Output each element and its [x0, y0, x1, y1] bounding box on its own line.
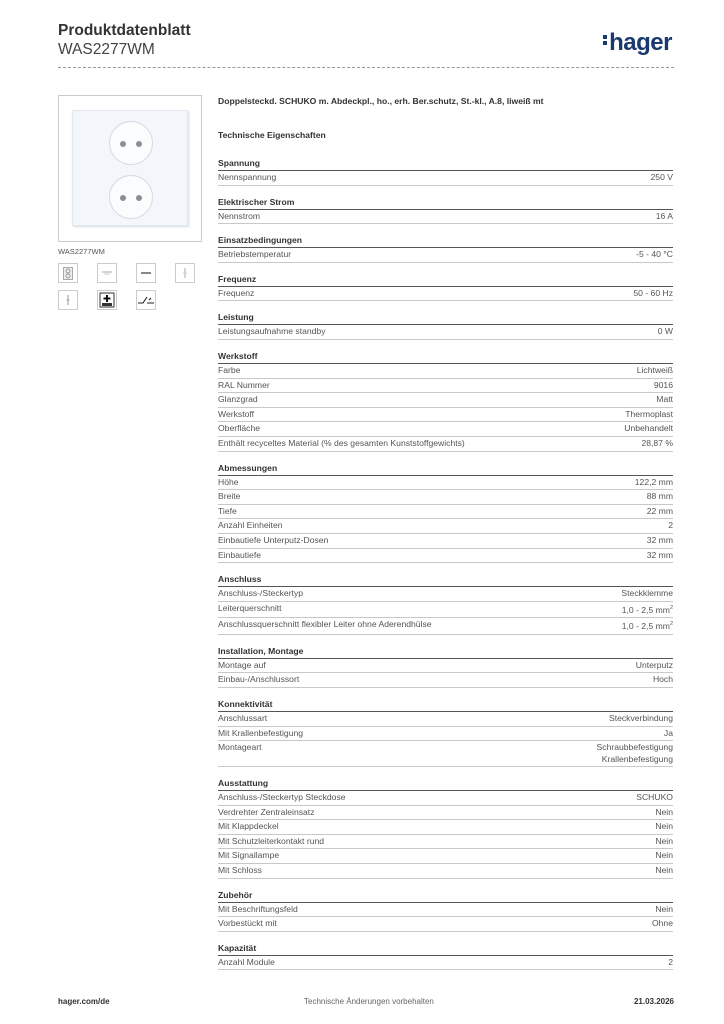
property-label: Leiterquerschnitt — [218, 602, 282, 613]
property-section — [218, 890, 673, 932]
property-value — [636, 659, 673, 673]
hager-logo — [603, 29, 672, 57]
property-label: Leistungsaufnahme standby — [218, 326, 326, 337]
property-section — [218, 646, 673, 688]
property-value — [668, 956, 673, 970]
property-section — [218, 274, 673, 302]
plus-symbol-icon[interactable] — [97, 290, 117, 310]
property-row — [218, 712, 673, 727]
property-row — [218, 287, 673, 302]
property-value-text: Nein — [655, 850, 673, 861]
property-value — [647, 549, 673, 563]
property-value-text: SCHUKO — [636, 792, 673, 803]
property-label: Farbe — [218, 364, 241, 375]
property-value — [635, 476, 673, 490]
property-row — [218, 618, 673, 635]
property-value-text: Matt — [656, 394, 673, 405]
section-title: Leistung — [218, 312, 673, 325]
property-section — [218, 463, 673, 564]
property-value — [655, 849, 673, 863]
property-row — [218, 741, 673, 767]
property-label: Mit Schutzleiterkontakt rund — [218, 835, 325, 846]
property-value — [655, 864, 673, 878]
footer-website[interactable]: hager.com/de — [58, 997, 110, 1006]
properties-heading: Technische Eigenschaften — [218, 130, 326, 140]
property-value-text: Nein — [655, 821, 673, 832]
image-caption: WAS2277WM — [58, 247, 105, 256]
section-title: Spannung — [218, 158, 673, 171]
footer-disclaimer: Technische Änderungen vorbehalten — [304, 997, 434, 1006]
property-label: Mit Beschriftungsfeld — [218, 903, 298, 914]
property-value-text: Steckverbindung — [608, 713, 673, 724]
property-value-text: Nein — [655, 835, 673, 846]
property-label: Mit Klappdeckel — [218, 821, 279, 832]
property-row — [218, 587, 673, 602]
property-value — [625, 408, 673, 422]
datasheet-content — [218, 95, 673, 970]
property-row — [218, 673, 673, 688]
property-label: Verdrehter Zentraleinsatz — [218, 806, 315, 817]
property-row — [218, 956, 673, 971]
property-value — [668, 519, 673, 533]
property-row — [218, 602, 673, 619]
property-label: Mit Schloss — [218, 865, 262, 876]
property-label: Montageart — [218, 742, 262, 753]
property-value — [651, 171, 673, 185]
property-label: Höhe — [218, 476, 239, 487]
property-value-text: Nein — [655, 865, 673, 876]
section-title: Frequenz — [218, 274, 673, 287]
property-value — [622, 602, 673, 618]
property-value-text: 16 A — [655, 210, 673, 221]
property-label: Betriebstemperatur — [218, 249, 292, 260]
property-value-text: Steckklemme — [621, 588, 673, 599]
property-row — [218, 519, 673, 534]
property-sections — [218, 158, 673, 970]
property-section — [218, 574, 673, 635]
property-value-text: 22 mm — [646, 505, 673, 516]
thumbnail-row — [58, 263, 202, 283]
property-row — [218, 549, 673, 564]
property-label: Einbautiefe Unterputz-Dosen — [218, 534, 329, 545]
property-row — [218, 364, 673, 379]
unit-superscript: 2 — [669, 621, 673, 628]
property-label: Vorbestückt mit — [218, 918, 277, 929]
property-row — [218, 422, 673, 437]
property-value — [658, 325, 673, 339]
property-row — [218, 505, 673, 520]
property-row — [218, 210, 673, 225]
product-image — [58, 95, 202, 242]
property-row — [218, 917, 673, 932]
property-row — [218, 727, 673, 742]
logo-text: hager — [609, 29, 672, 56]
property-label: Enthält recyceltes Material (% des gesamten Kunststoffgewichts) — [218, 437, 465, 448]
property-label: Anschluss-/Steckertyp — [218, 588, 304, 599]
property-row — [218, 393, 673, 408]
socket-plate-icon — [72, 110, 188, 226]
property-value — [652, 917, 673, 931]
property-row — [218, 437, 673, 452]
circuit-symbol-icon[interactable] — [136, 290, 156, 310]
section-title: Kapazität — [218, 943, 673, 956]
property-label: Einbautiefe — [218, 549, 262, 560]
property-section — [218, 312, 673, 340]
property-value-text: 1,0 - 2,5 mm — [621, 604, 670, 615]
footer-date: 21.03.2026 — [633, 997, 674, 1006]
property-row — [218, 903, 673, 918]
property-section — [218, 699, 673, 767]
section-title: Abmessungen — [218, 463, 673, 476]
property-value-text: 9016 — [653, 379, 673, 390]
property-label: Breite — [218, 491, 241, 502]
property-row — [218, 864, 673, 879]
section-title: Anschluss — [218, 574, 673, 587]
product-media — [58, 95, 202, 310]
property-value — [636, 791, 673, 805]
section-title: Zubehör — [218, 890, 673, 903]
property-value-text: Nein — [655, 903, 673, 914]
property-value-text: 0 W — [657, 326, 673, 337]
property-row — [218, 659, 673, 674]
property-label: Mit Krallenbefestigung — [218, 727, 304, 738]
property-value-text: Lichtweiß — [636, 364, 673, 375]
property-section — [218, 351, 673, 452]
section-title: Elektrischer Strom — [218, 197, 673, 210]
property-label: Glanzgrad — [218, 394, 258, 405]
property-value — [647, 490, 673, 504]
section-title: Einsatzbedingungen — [218, 235, 673, 248]
property-value-text: Unterputz — [635, 659, 673, 670]
property-value — [622, 618, 673, 634]
section-title: Installation, Montage — [218, 646, 673, 659]
property-value-text: 1,0 - 2,5 mm — [621, 621, 670, 632]
property-value — [624, 422, 673, 436]
property-row — [218, 791, 673, 806]
property-value-text: 50 - 60 Hz — [633, 287, 673, 298]
property-section — [218, 235, 673, 263]
property-row — [218, 820, 673, 835]
property-value-text: 32 mm — [646, 549, 673, 560]
property-value — [656, 393, 673, 407]
property-value-text: 2 — [668, 520, 673, 531]
property-value — [655, 835, 673, 849]
property-value-text: Ohne — [651, 918, 673, 929]
property-value-text: 28,87 % — [641, 437, 673, 448]
property-value — [609, 712, 673, 726]
property-row — [218, 248, 673, 263]
property-value-text: Schraubbefestigung — [596, 742, 673, 753]
property-value-text: Ja — [663, 727, 673, 738]
property-label: Oberfläche — [218, 423, 261, 434]
property-value-text: 250 V — [650, 172, 673, 182]
property-value-text: Nein — [655, 806, 673, 817]
property-value — [647, 534, 673, 548]
property-label: Anschlussquerschnitt flexibler Leiter ohne Aderendhülse — [218, 619, 432, 630]
property-value-text: Krallenbefestigung — [601, 753, 673, 764]
property-row — [218, 325, 673, 340]
property-value-text: 122,2 mm — [634, 476, 673, 487]
property-value-text: Hoch — [652, 674, 673, 685]
section-title: Werkstoff — [218, 351, 673, 364]
property-value — [655, 806, 673, 820]
product-code: WAS2277WM — [58, 41, 155, 58]
property-value — [597, 741, 673, 766]
property-value — [654, 379, 673, 393]
property-label: RAL Nummer — [218, 379, 270, 390]
profile-drawing-icon[interactable] — [175, 263, 195, 283]
property-value — [664, 727, 673, 741]
property-label: Tiefe — [218, 505, 237, 516]
property-value — [636, 248, 673, 262]
property-label: Anzahl Module — [218, 956, 275, 967]
property-value — [641, 437, 673, 451]
property-label: Einbau-/Anschlussort — [218, 674, 300, 685]
property-value — [655, 903, 673, 917]
property-label: Mit Signallampe — [218, 850, 280, 861]
header-divider — [58, 67, 674, 68]
property-label: Montage auf — [218, 659, 266, 670]
property-row — [218, 806, 673, 821]
section-title: Ausstattung — [218, 778, 673, 791]
section-title: Konnektivität — [218, 699, 673, 712]
product-description: Doppelsteckd. SCHUKO m. Abdeckpl., ho., erh. Ber.schutz, St.-kl., A.8, liweiß mt — [218, 96, 544, 106]
property-value-text: 88 mm — [646, 491, 673, 502]
unit-superscript: 2 — [669, 604, 673, 611]
property-row — [218, 534, 673, 549]
property-row — [218, 476, 673, 491]
socket-outlet-icon — [109, 121, 153, 165]
property-value — [621, 587, 673, 601]
property-label: Werkstoff — [218, 408, 254, 419]
property-value-text: Unbehandelt — [624, 423, 673, 434]
side-view-icon[interactable] — [136, 263, 156, 283]
property-label: Anschlussart — [218, 713, 268, 724]
property-row — [218, 379, 673, 394]
property-label: Anzahl Einheiten — [218, 520, 283, 531]
property-section — [218, 197, 673, 225]
property-value — [655, 820, 673, 834]
property-section — [218, 778, 673, 879]
property-value — [656, 210, 673, 224]
property-value-text: 2 — [668, 956, 673, 967]
wiring-detail-icon[interactable] — [58, 290, 78, 310]
property-label: Frequenz — [218, 287, 255, 298]
property-row — [218, 490, 673, 505]
property-label: Nennstrom — [218, 210, 261, 221]
page-header — [58, 22, 674, 84]
property-value — [633, 287, 673, 301]
property-row — [218, 171, 673, 186]
property-value-text: 32 mm — [646, 534, 673, 545]
dimension-drawing-icon[interactable] — [97, 263, 117, 283]
property-value-text: Thermoplast — [625, 408, 673, 419]
property-value — [647, 505, 673, 519]
socket-thumbnail-icon[interactable] — [58, 263, 78, 283]
property-label: Nennspannung — [218, 172, 277, 182]
logo-dots-icon — [603, 33, 608, 47]
property-label: Anschluss-/Steckertyp Steckdose — [218, 792, 346, 803]
document-title: Produktdatenblatt — [58, 22, 191, 39]
property-value-text: -5 - 40 °C — [636, 249, 673, 260]
property-row — [218, 835, 673, 850]
property-row — [218, 849, 673, 864]
property-value — [637, 364, 673, 378]
socket-outlet-icon — [109, 175, 153, 219]
symbol-row — [58, 290, 202, 310]
property-row — [218, 408, 673, 423]
property-section — [218, 943, 673, 971]
property-value — [653, 673, 673, 687]
property-section — [218, 158, 673, 186]
